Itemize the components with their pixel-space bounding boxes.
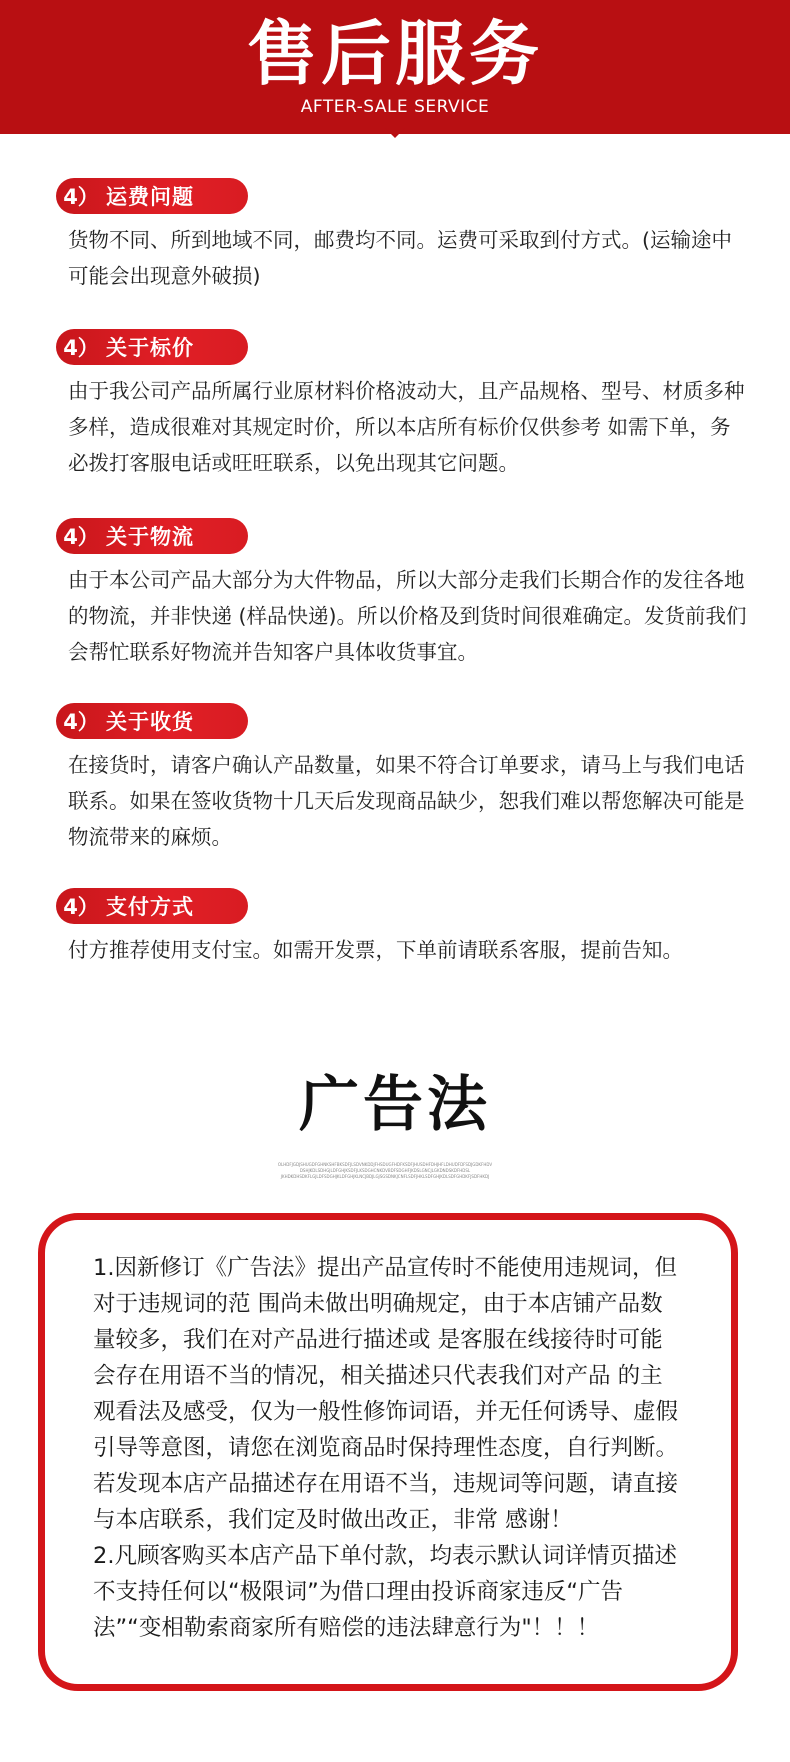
section-pricing: [56, 329, 746, 481]
section-badge: [56, 703, 248, 739]
advertising-law-title: 广告法: [299, 1070, 491, 1140]
section-badge: [56, 888, 248, 924]
section-shipping: [56, 178, 746, 294]
header-banner: [0, 0, 790, 134]
section-text: 由于我公司产品所属行业原材料价格波动大，且产品规格、型号、材质多种多样，造成很难对其规定时价，所以本店所有标价仅供参考 如需下单，务必拨打客服电话或旺旺联系，以免出现其它问题。: [68, 379, 745, 475]
section-payment: [56, 888, 746, 968]
badge-number: 4）: [63, 895, 99, 919]
notice-paragraph: 2.凡顾客购买本店产品下单付款，均表示默认词详情页描述不支持任何以“极限词”为借口理由投诉商家违反“广告法”“变相勒索商家所有赔偿的违法肆意行为"！！！: [93, 1543, 677, 1641]
badge-label: 关于收货: [106, 710, 194, 734]
badge-label: 运费问题: [106, 185, 194, 209]
notice-text: [93, 1250, 683, 1646]
fine-print-line: JKHDKDHSDKFLGJLDFSDGHJKLDFGHJKLNCJBDJLGJSGSDNKJCNFLSDFJHKLSDFGHJKDLSDFGHDKFJSDFHKDJ: [280, 1174, 490, 1179]
header-notch: [385, 128, 405, 138]
page-title: 售后服务: [247, 13, 543, 95]
section-badge: [56, 518, 248, 554]
section-text: 在接货时，请客户确认产品数量，如果不符合订单要求，请马上与我们电话联系。如果在签收货物十几天后发现商品缺少，恕我们难以帮您解决可能是物流带来的麻烦。: [68, 753, 745, 849]
section-text: 由于本公司产品大部分为大件物品，所以大部分走我们长期合作的发往各地的物流，并非快递 (样品快递)。所以价格及到货时间很难确定。发货前我们会帮忙联系好物流并告知客户具体收货事宜。: [68, 568, 747, 664]
badge-number: 4）: [63, 185, 99, 209]
notice-paragraph: 1.因新修订《广告法》提出产品宣传时不能使用违规词，但对于违规词的范 围尚未做出明确规定，由于本店铺产品数量较多，我们在对产品进行描述或 是客服在线接待时可能会存在用语不当的情况，相关描述只代表我们对产品 的主观看法及感受，仅为一般性修饰词语，并无任何诱导、虚假引导等意图，请您在浏览商品时保持理性态度，自行判断。若发现本店产品描述存在用语不当，违规词等问题，请直接与本店联系，我们定及时做出改正，非常 感谢！: [93, 1255, 679, 1533]
badge-label: 关于物流: [106, 525, 194, 549]
section-badge: [56, 329, 248, 365]
badge-number: 4）: [63, 525, 99, 549]
badge-label: 支付方式: [106, 895, 194, 919]
section-badge: [56, 178, 248, 214]
section-text: 付方推荐使用支付宝。如需开发票，下单前请联系客服，提前告知。: [68, 938, 683, 962]
notice-box: [38, 1213, 738, 1691]
fine-print-line: OLHDFJGDJSHUGDFGHNKSHFBKSDFJLSDVNKDDJFHSDUGFHDFKSDFJHUSDHFDHJHFLDHUDFDFSDJGDKFHDV: [277, 1162, 493, 1167]
badge-number: 4）: [63, 336, 99, 360]
section-text: 货物不同、所到地域不同，邮费均不同。运费可采取到付方式。(运输途中可能会出现意外破损): [68, 228, 732, 288]
section-receiving: [56, 703, 746, 855]
section-logistics: [56, 518, 746, 670]
page-subtitle: AFTER-SALE SERVICE: [300, 97, 490, 117]
fine-print-line: DSHJKDLSDHGJLDFGHJKSDFJLKSDGHCNKDVBDFSDGHFJKDSLGNCJLGKDNDSKDFHDSL: [299, 1168, 471, 1173]
badge-number: 4）: [63, 710, 99, 734]
decorative-fine-print: [230, 1162, 540, 1182]
badge-label: 关于标价: [106, 336, 194, 360]
